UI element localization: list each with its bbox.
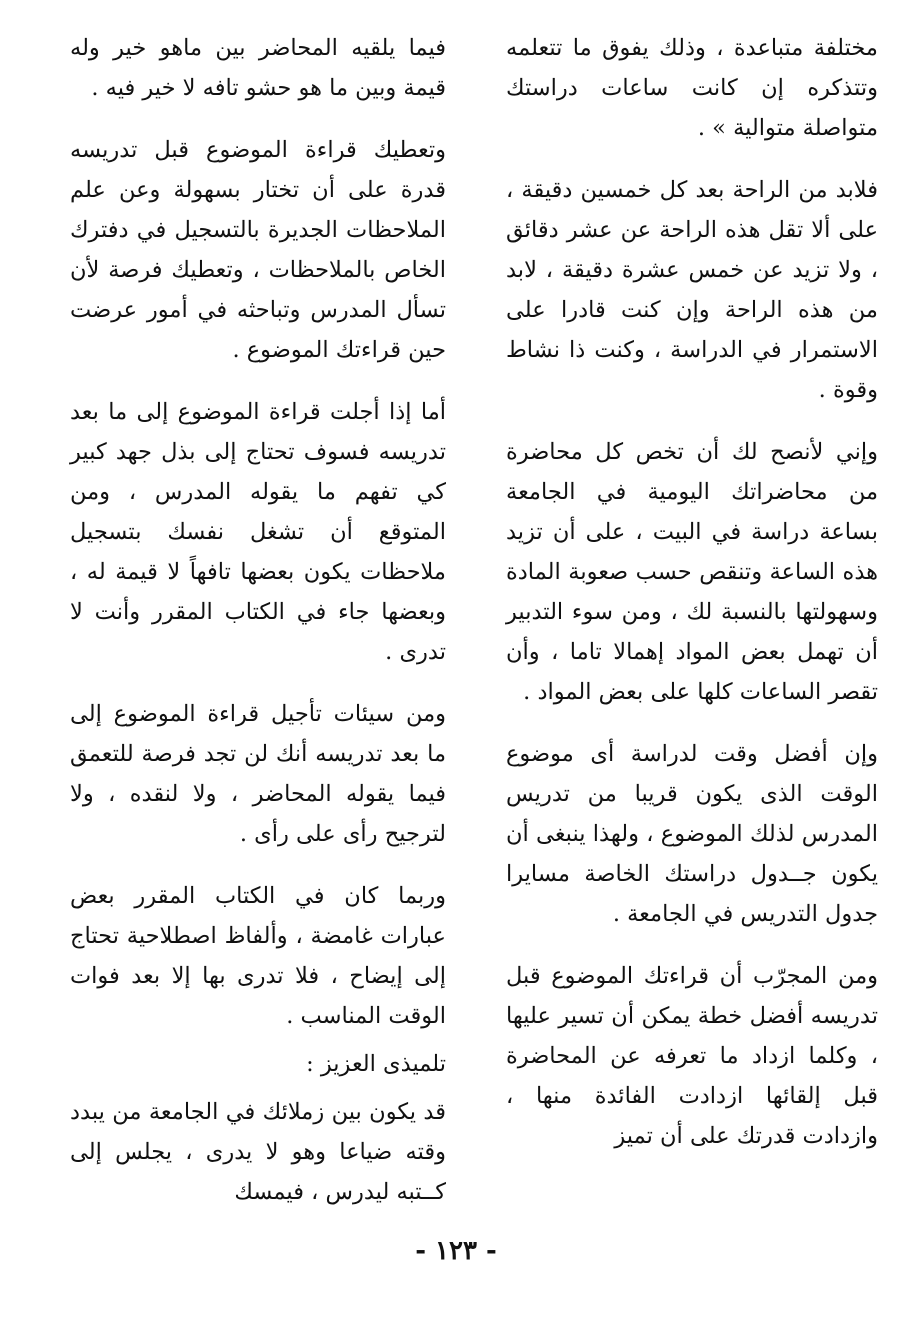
page-number: - ١٢٣ -	[415, 1236, 497, 1266]
paragraph: وربما كان في الكتاب المقرر بعض عبارات غامضة ، وألفاظ اصطلاحية تحتاج إلى إيضاح ، فلا تدرى بها إلا بعد فوات الوقت المناسب .	[70, 883, 446, 1029]
paragraph: أما إذا أجلت قراءة الموضوع إلى ما بعد تدريسه فسوف تحتاج إلى بذل جهد كبير كي تفهم ما يقوله المدرس ، ومن المتوقع أن تشغل نفسك بتسجيل ملاحظات يكون بعضها تافهاً لا قيمة له ، وبعضها جاء في الكتاب المقرر وأنت لا تدرى .	[70, 399, 446, 665]
paragraph: ومن المجرّب أن قراءتك الموضوع قبل تدريسه أفضل خطة يمكن أن تسير عليها ، وكلما ازداد ما تعرفه عن المحاضرة قبل إلقائها ازدادت الفائدة منها ، وازدادت قدرتك على أن تميز	[506, 963, 878, 1149]
paragraph: فيما يلقيه المحاضر بين ماهو خير وله قيمة وبين ما هو حشو تافه لا خير فيه .	[70, 35, 446, 101]
right-column	[506, 28, 878, 1178]
paragraph: ومن سيئات تأجيل قراءة الموضوع إلى ما بعد تدريسه أنك لن تجد فرصة للتعمق فيما يقوله المحاضر ، ولا لنقده ، ولا لترجيح رأى على رأى .	[70, 701, 446, 847]
paragraph: مختلفة متباعدة ، وذلك يفوق ما تتعلمه وتتذكره إن كانت ساعات دراستك متواصلة متوالية » .	[506, 35, 878, 141]
section-heading: تلميذى العزيز :	[306, 1051, 446, 1077]
paragraph: وتعطيك قراءة الموضوع قبل تدريسه قدرة على أن تختار بسهولة وعن علم الملاحظات الجديرة بالتسجيل في دفترك الخاص بالملاحظات ، وتعطيك فرصة لأن تسأل المدرس وتباحثه في أمور عرضت حين قراءتك الموضوع .	[70, 137, 446, 363]
paragraph: وإني لأنصح لك أن تخص كل محاضرة من محاضراتك اليومية في الجامعة بساعة دراسة في البيت ، على أن تزيد هذه الساعة وتنقص حسب صعوبة المادة وسهولتها بالنسبة لك ، ومن سوء التدبير أن تهمل بعض المواد إهمالا تاما ، وأن تقصر الساعات كلها على بعض المواد .	[506, 439, 878, 705]
left-column	[70, 28, 446, 1234]
paragraph: قد يكون بين زملائك في الجامعة من يبدد وقته ضياعا وهو لا يدرى ، يجلس إلى كــتبه ليدرس ، فيمسك	[70, 1099, 446, 1205]
paragraph: فلابد من الراحة بعد كل خمسين دقيقة ، على ألا تقل هذه الراحة عن عشر دقائق ، ولا تزيد عن خمس عشرة دقيقة ، لابد من هذه الراحة وإن كنت قادرا على الاستمرار في الدراسة ، وكنت ذا نشاط وقوة .	[506, 177, 878, 403]
paragraph: وإن أفضل وقت لدراسة أى موضوع الوقت الذى يكون قريبا من تدريس المدرس لذلك الموضوع ، ولهذا ينبغى أن يكون جــدول دراستك الخاصة مسايرا جدول التدريس في الجامعة .	[506, 741, 878, 927]
